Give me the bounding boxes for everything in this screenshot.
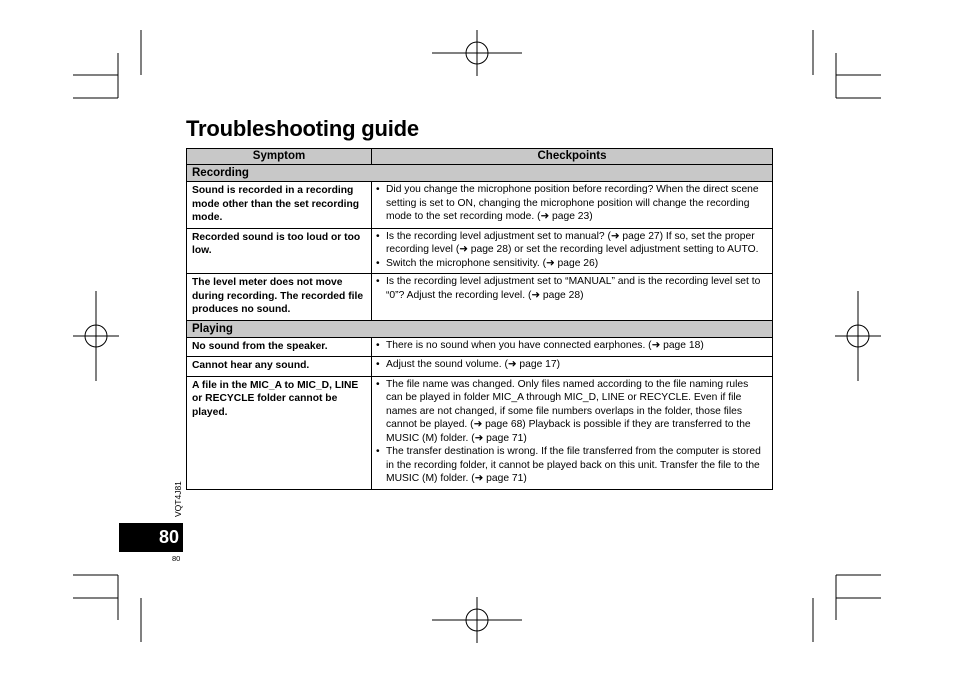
page-number-badge: 80 xyxy=(119,523,183,552)
section-title: Recording xyxy=(187,165,773,182)
checkpoints-cell xyxy=(372,357,773,377)
table-row xyxy=(187,337,773,357)
symptom-cell: The level meter does not move during recording. The recorded file produces no sound. xyxy=(187,274,372,321)
page-number-small: 80 xyxy=(172,554,181,563)
checkpoint-item: • Switch the microphone sensitivity. (➜ page 26) xyxy=(376,257,767,271)
checkpoint-item: • Adjust the sound volume. (➜ page 17) xyxy=(376,358,767,372)
symptom-cell: Sound is recorded in a recording mode other than the set recording mode. xyxy=(187,182,372,229)
symptom-cell: No sound from the speaker. xyxy=(187,337,372,357)
table-header-row xyxy=(187,149,773,165)
checkpoint-item: • Is the recording level adjustment set to “MANUAL” and is the recording level set to “0”? Adjust the recording level. (➜ page 28) xyxy=(376,275,767,302)
table-row xyxy=(187,228,773,274)
troubleshooting-table xyxy=(186,148,773,490)
symptom-cell: A file in the MIC_A to MIC_D, LINE or RECYCLE folder cannot be played. xyxy=(187,376,372,489)
checkpoints-cell xyxy=(372,228,773,274)
table-row xyxy=(187,182,773,229)
checkpoint-item: • The file name was changed. Only files named according to the file naming rules can be played in folder MIC_A through MIC_D, LINE or RECYCLE. Even if file names are not changed, if some file numbers overlaps in the folder, those files cannot be played. (➜ page 68) Playback is possible if they are transferred to the MUSIC (M) folder. (➜ page 71) xyxy=(376,378,767,446)
checkpoint-item: • Is the recording level adjustment set to manual? (➜ page 27) If so, set the proper recording level (➜ page 28) or set the recording level adjustment setting to AUTO. xyxy=(376,230,767,257)
symptom-cell: Cannot hear any sound. xyxy=(187,357,372,377)
table-row xyxy=(187,274,773,321)
table-row xyxy=(187,357,773,377)
page-title: Troubleshooting guide xyxy=(186,116,419,141)
checkpoint-item: • There is no sound when you have connected earphones. (➜ page 18) xyxy=(376,339,767,353)
checkpoints-cell xyxy=(372,274,773,321)
checkpoints-cell xyxy=(372,376,773,489)
checkpoints-cell xyxy=(372,337,773,357)
symptom-cell: Recorded sound is too loud or too low. xyxy=(187,228,372,274)
table-row xyxy=(187,376,773,489)
section-row-playing xyxy=(187,320,773,337)
checkpoint-item: • Did you change the microphone position before recording? When the direct scene setting is set to ON, changing the microphone position will change the recording mode to the set recording mode. (➜ page 23) xyxy=(376,183,767,224)
checkpoint-item: • The transfer destination is wrong. If the file transferred from the computer is stored in the recording folder, it cannot be played back on this unit. Transfer the file to the MUSIC (M) folder. (➜ page 71) xyxy=(376,445,767,486)
column-header-symptom: Symptom xyxy=(187,149,372,165)
checkpoints-cell xyxy=(372,182,773,229)
section-title: Playing xyxy=(187,320,773,337)
document-code: VQT4J81 xyxy=(173,481,183,517)
column-header-checkpoints: Checkpoints xyxy=(372,149,773,165)
section-row-recording xyxy=(187,165,773,182)
